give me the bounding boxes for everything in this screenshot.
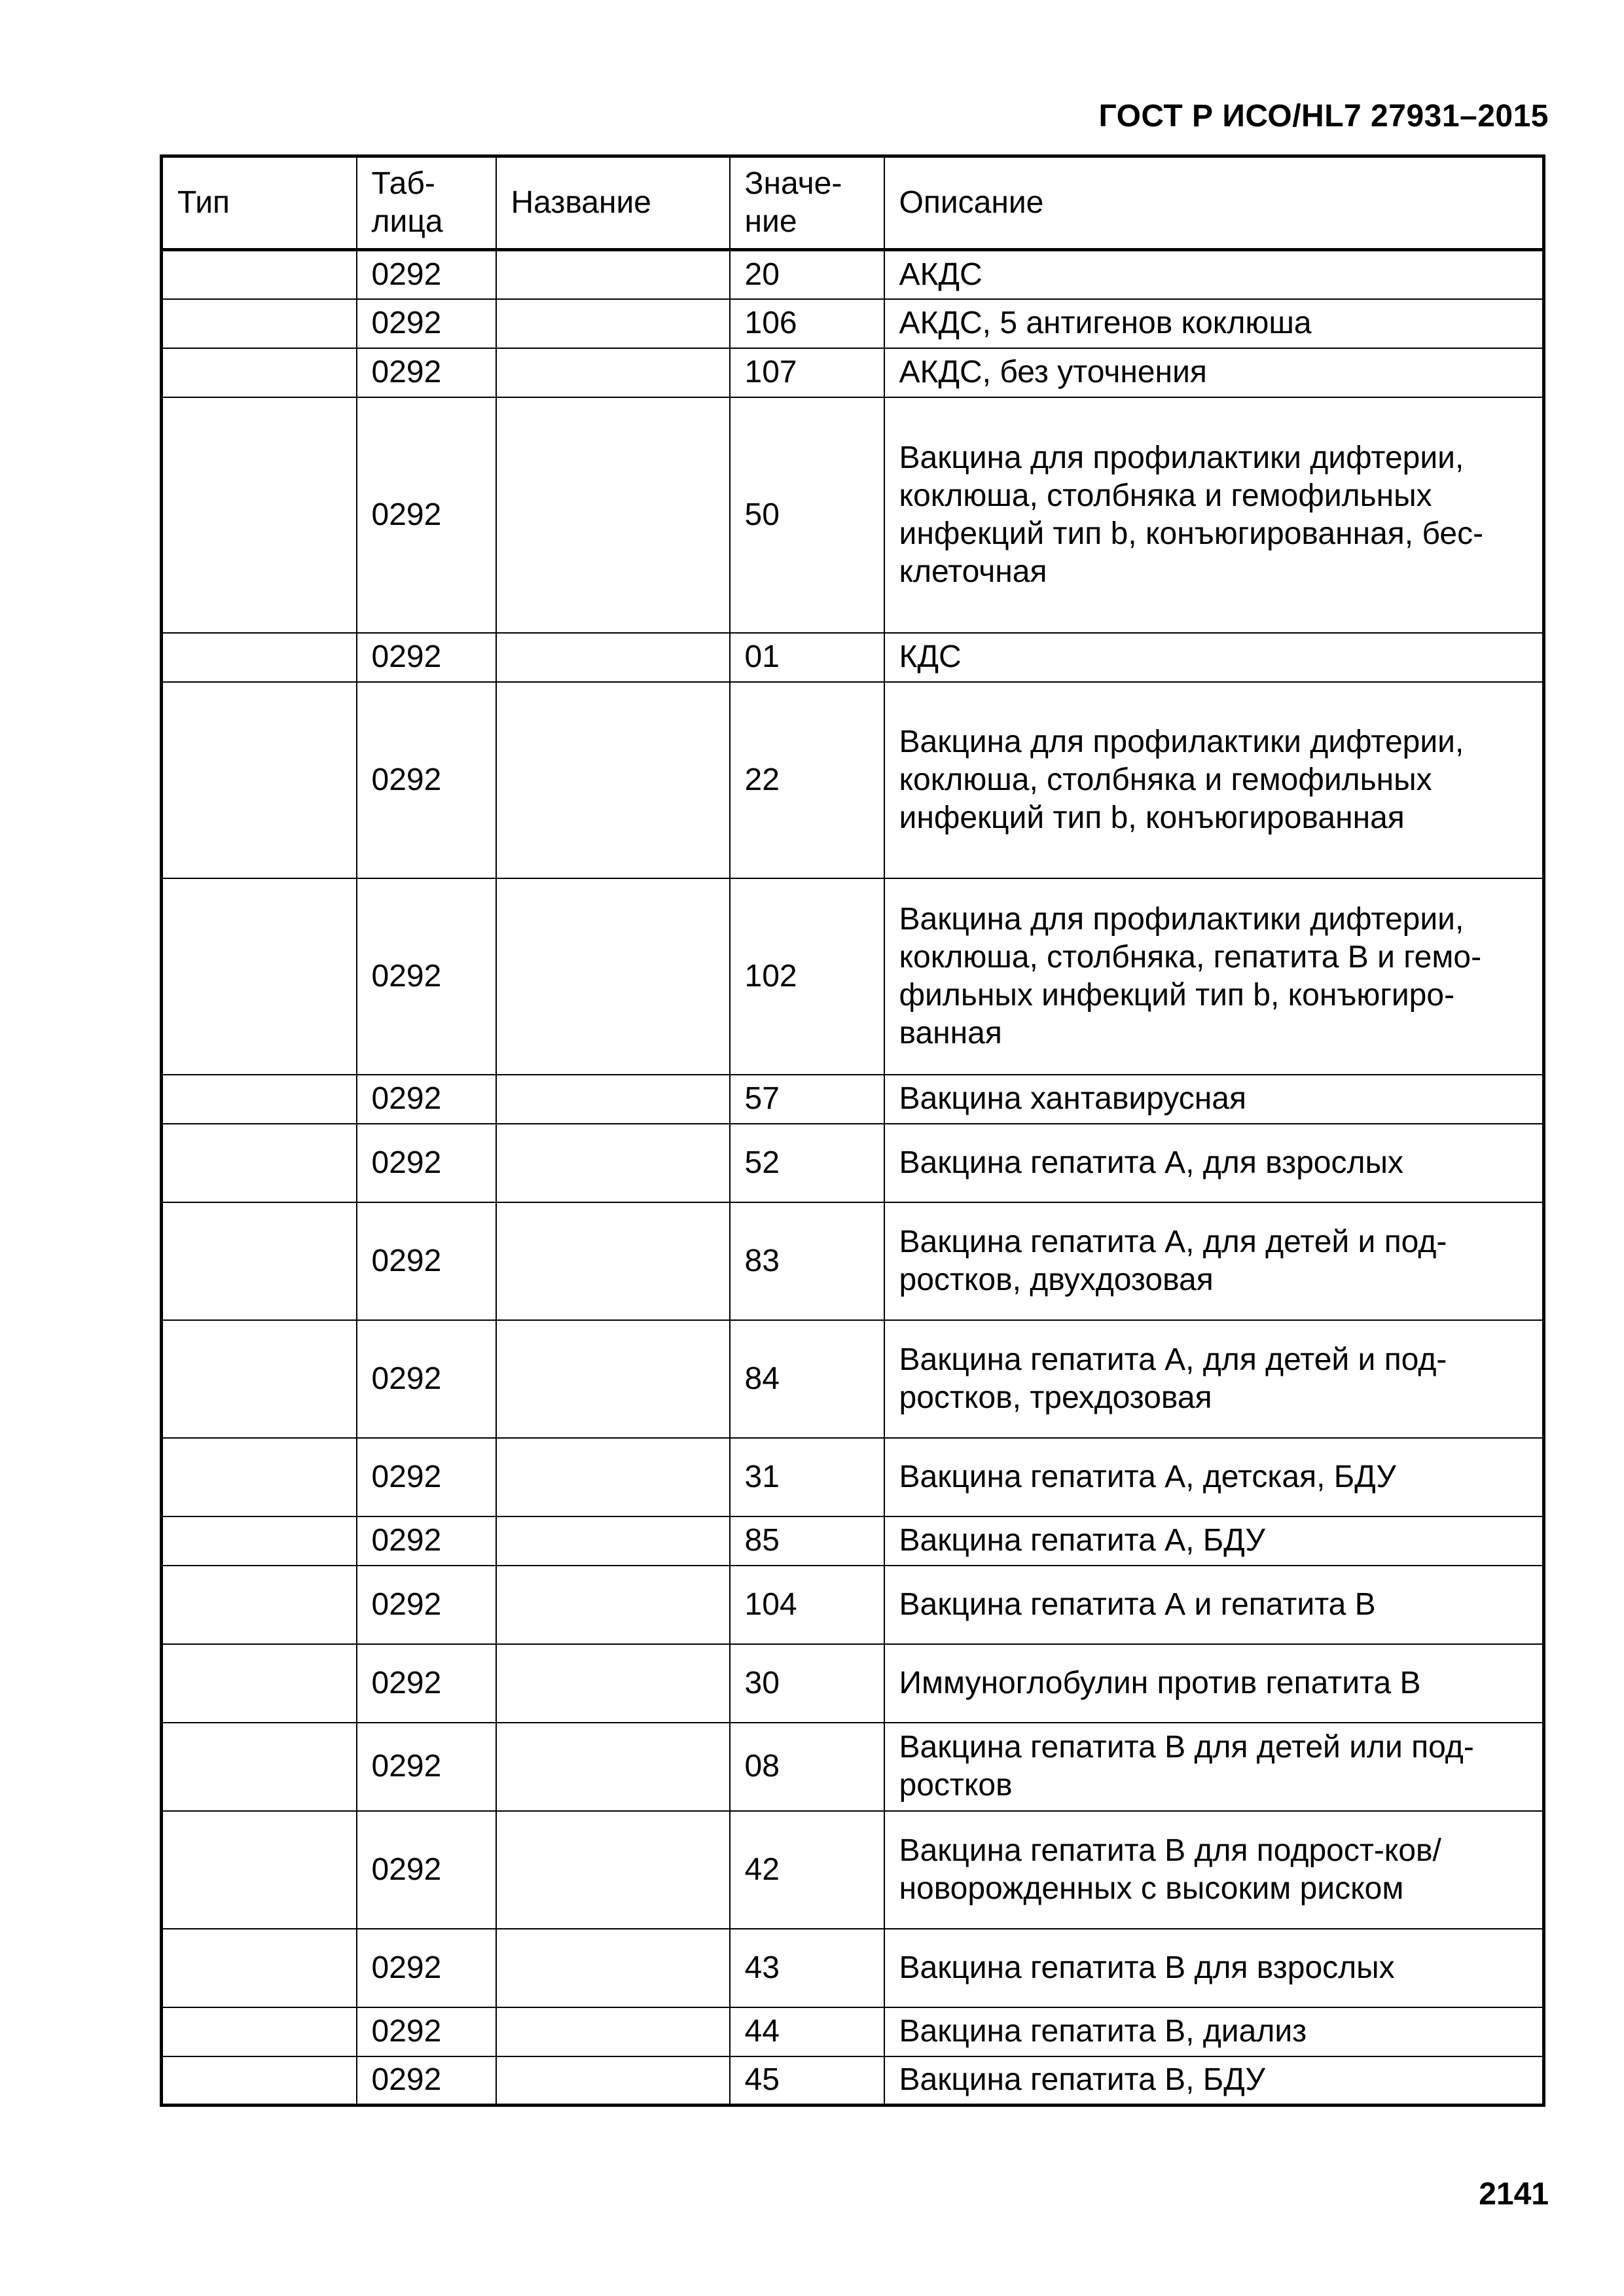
table-row xyxy=(162,348,1544,397)
cell-value: 43 xyxy=(730,1929,884,2007)
cell-name xyxy=(496,1516,730,1566)
document-header: ГОСТ Р ИСО/HL7 27931–2015 xyxy=(1098,99,1549,134)
cell-description: Вакцина для профилактики дифтерии, коклюша, столбняка, гепатита В и гемо-фильных инфекций тип b, конъюгиро-ванная xyxy=(884,878,1544,1075)
cell-description: АКДС, 5 антигенов коклюша xyxy=(884,299,1544,348)
table-row xyxy=(162,878,1544,1075)
page-number: 2141 xyxy=(1479,2177,1549,2212)
cell-description: Вакцина гепатита А и гепатита В xyxy=(884,1566,1544,1644)
cell-type xyxy=(162,1929,357,2007)
cell-name xyxy=(496,1566,730,1644)
cell-table: 0292 xyxy=(357,682,496,878)
cell-table: 0292 xyxy=(357,1811,496,1929)
cell-value: 22 xyxy=(730,682,884,878)
table-row xyxy=(162,1929,1544,2007)
cell-type xyxy=(162,1566,357,1644)
cell-type xyxy=(162,682,357,878)
cell-table: 0292 xyxy=(357,2007,496,2056)
cell-value: 107 xyxy=(730,348,884,397)
header-type: Тип xyxy=(162,156,357,250)
table-row xyxy=(162,299,1544,348)
cell-value: 85 xyxy=(730,1516,884,1566)
cell-description: Вакцина для профилактики дифтерии, коклюша, столбняка и гемофильных инфекций тип b, конъюгированная xyxy=(884,682,1544,878)
cell-type xyxy=(162,397,357,633)
cell-name xyxy=(496,633,730,682)
code-table xyxy=(160,154,1545,2107)
cell-table: 0292 xyxy=(357,1124,496,1202)
cell-type xyxy=(162,633,357,682)
table-row xyxy=(162,1723,1544,1811)
cell-value: 84 xyxy=(730,1320,884,1438)
cell-type xyxy=(162,250,357,299)
cell-type xyxy=(162,1516,357,1566)
cell-name xyxy=(496,878,730,1075)
cell-value: 20 xyxy=(730,250,884,299)
table-row xyxy=(162,1438,1544,1516)
cell-table: 0292 xyxy=(357,1075,496,1124)
table-row xyxy=(162,1516,1544,1566)
cell-type xyxy=(162,348,357,397)
cell-name xyxy=(496,348,730,397)
header-description: Описание xyxy=(884,156,1544,250)
cell-name xyxy=(496,1124,730,1202)
table-row xyxy=(162,1811,1544,1929)
cell-table: 0292 xyxy=(357,2056,496,2106)
cell-name xyxy=(496,1644,730,1723)
table-row xyxy=(162,1202,1544,1320)
cell-value: 31 xyxy=(730,1438,884,1516)
cell-type xyxy=(162,1075,357,1124)
table-row xyxy=(162,1124,1544,1202)
cell-description: Вакцина гепатита В, диализ xyxy=(884,2007,1544,2056)
table-row xyxy=(162,682,1544,878)
header-value: Значе- ние xyxy=(730,156,884,250)
cell-name xyxy=(496,2007,730,2056)
cell-name xyxy=(496,299,730,348)
cell-description: Вакцина гепатита В, БДУ xyxy=(884,2056,1544,2106)
cell-table: 0292 xyxy=(357,1644,496,1723)
cell-name xyxy=(496,1075,730,1124)
cell-value: 52 xyxy=(730,1124,884,1202)
table-row xyxy=(162,2056,1544,2106)
cell-type xyxy=(162,1202,357,1320)
cell-type xyxy=(162,1644,357,1723)
cell-type xyxy=(162,2007,357,2056)
cell-name xyxy=(496,1929,730,2007)
cell-description: АКДС xyxy=(884,250,1544,299)
cell-table: 0292 xyxy=(357,397,496,633)
table-row xyxy=(162,633,1544,682)
table-row xyxy=(162,250,1544,299)
cell-table: 0292 xyxy=(357,1438,496,1516)
cell-name xyxy=(496,1811,730,1929)
cell-value: 50 xyxy=(730,397,884,633)
cell-table: 0292 xyxy=(357,299,496,348)
cell-value: 30 xyxy=(730,1644,884,1723)
cell-value: 45 xyxy=(730,2056,884,2106)
table-body xyxy=(162,250,1544,2106)
cell-description: Вакцина гепатита А, для детей и под-ростков, трехдозовая xyxy=(884,1320,1544,1438)
cell-description: Иммуноглобулин против гепатита В xyxy=(884,1644,1544,1723)
cell-name xyxy=(496,2056,730,2106)
table-header-row xyxy=(162,156,1544,250)
cell-type xyxy=(162,299,357,348)
cell-description: АКДС, без уточнения xyxy=(884,348,1544,397)
cell-name xyxy=(496,682,730,878)
cell-description: Вакцина гепатита А, для детей и под-ростков, двухдозовая xyxy=(884,1202,1544,1320)
cell-table: 0292 xyxy=(357,250,496,299)
cell-description: КДС xyxy=(884,633,1544,682)
cell-name xyxy=(496,1202,730,1320)
cell-description: Вакцина для профилактики дифтерии, коклюша, столбняка и гемофильных инфекций тип b, конъюгированная, бес-клеточная xyxy=(884,397,1544,633)
cell-type xyxy=(162,2056,357,2106)
cell-table: 0292 xyxy=(357,1566,496,1644)
cell-type xyxy=(162,878,357,1075)
cell-value: 44 xyxy=(730,2007,884,2056)
cell-value: 102 xyxy=(730,878,884,1075)
cell-table: 0292 xyxy=(357,1202,496,1320)
cell-table: 0292 xyxy=(357,878,496,1075)
table-row xyxy=(162,2007,1544,2056)
cell-type xyxy=(162,1811,357,1929)
table-row xyxy=(162,397,1544,633)
cell-type xyxy=(162,1723,357,1811)
header-name: Название xyxy=(496,156,730,250)
cell-description: Вакцина гепатита В для взрослых xyxy=(884,1929,1544,2007)
cell-value: 01 xyxy=(730,633,884,682)
cell-name xyxy=(496,1438,730,1516)
table-row xyxy=(162,1644,1544,1723)
cell-name xyxy=(496,1320,730,1438)
cell-type xyxy=(162,1124,357,1202)
cell-value: 57 xyxy=(730,1075,884,1124)
cell-value: 83 xyxy=(730,1202,884,1320)
cell-description: Вакцина гепатита А, для взрослых xyxy=(884,1124,1544,1202)
cell-table: 0292 xyxy=(357,1929,496,2007)
cell-name xyxy=(496,397,730,633)
header-table: Таб- лица xyxy=(357,156,496,250)
cell-table: 0292 xyxy=(357,1723,496,1811)
cell-type xyxy=(162,1438,357,1516)
cell-type xyxy=(162,1320,357,1438)
cell-description: Вакцина хантавирусная xyxy=(884,1075,1544,1124)
table-row xyxy=(162,1320,1544,1438)
table-row xyxy=(162,1075,1544,1124)
cell-name xyxy=(496,1723,730,1811)
cell-description: Вакцина гепатита В для подрост-ков/новорожденных с высоким риском xyxy=(884,1811,1544,1929)
cell-table: 0292 xyxy=(357,1516,496,1566)
cell-name xyxy=(496,250,730,299)
cell-description: Вакцина гепатита А, детская, БДУ xyxy=(884,1438,1544,1516)
cell-value: 106 xyxy=(730,299,884,348)
cell-value: 42 xyxy=(730,1811,884,1929)
cell-description: Вакцина гепатита В для детей или под-ростков xyxy=(884,1723,1544,1811)
table-row xyxy=(162,1566,1544,1644)
cell-value: 104 xyxy=(730,1566,884,1644)
cell-table: 0292 xyxy=(357,348,496,397)
cell-table: 0292 xyxy=(357,633,496,682)
cell-table: 0292 xyxy=(357,1320,496,1438)
cell-description: Вакцина гепатита А, БДУ xyxy=(884,1516,1544,1566)
cell-value: 08 xyxy=(730,1723,884,1811)
